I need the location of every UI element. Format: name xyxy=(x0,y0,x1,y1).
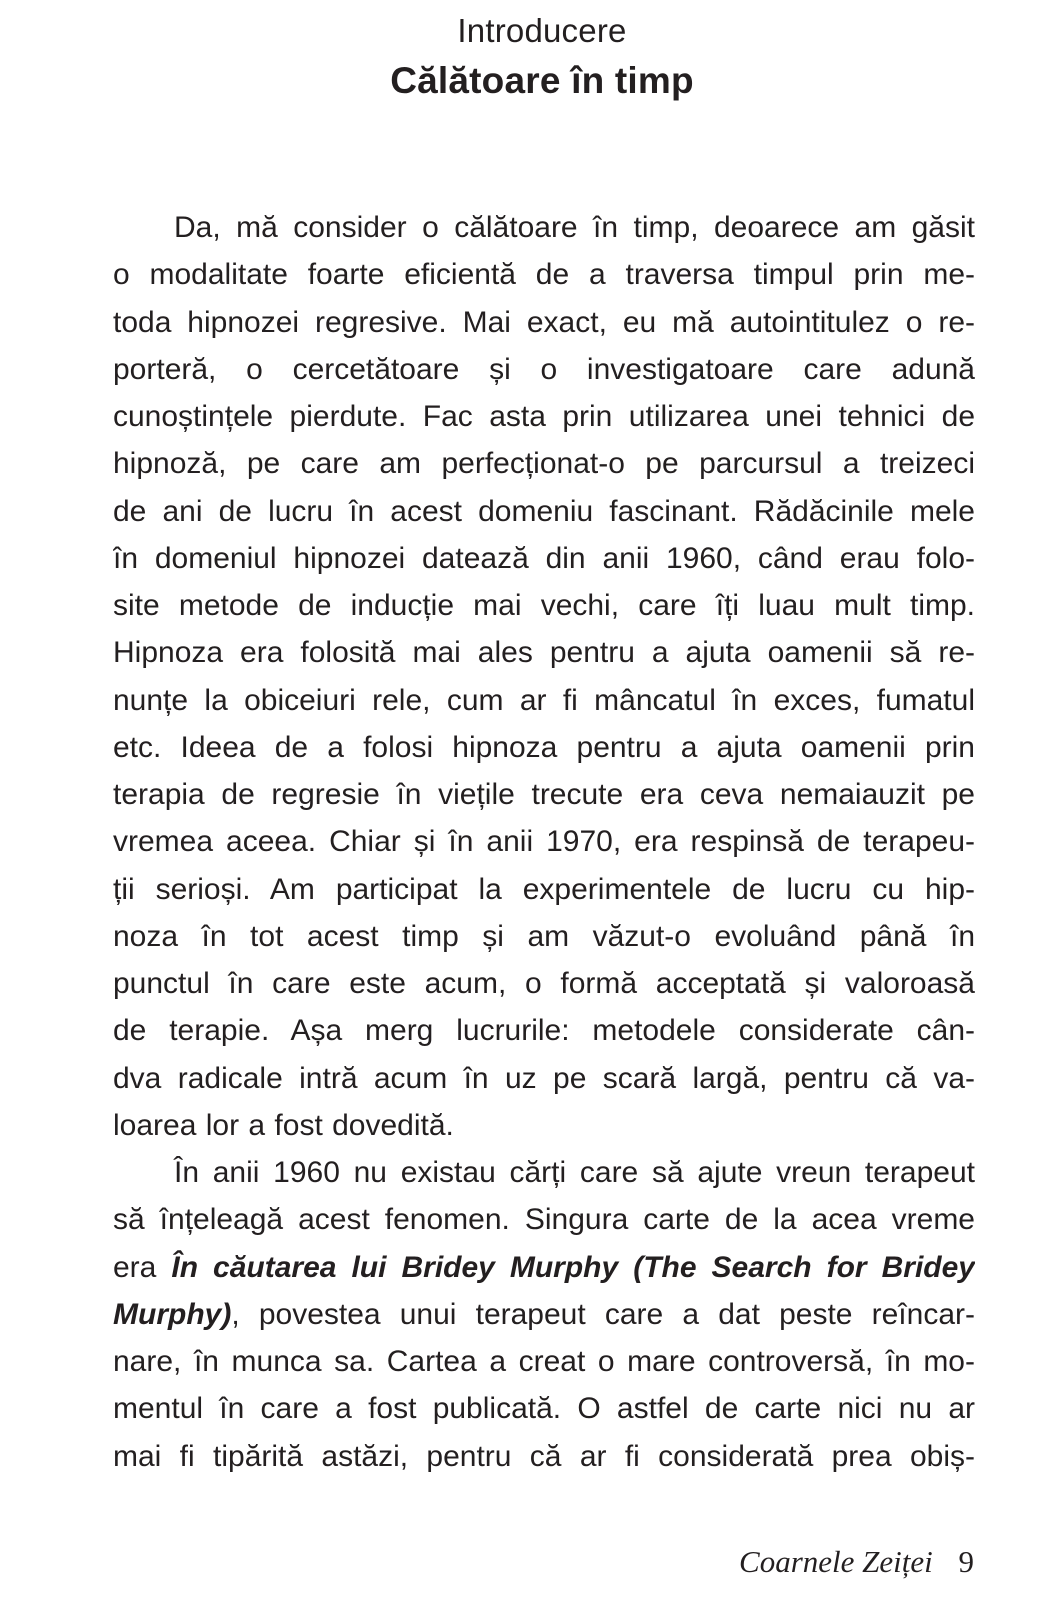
chapter-kicker: Introducere xyxy=(457,12,627,49)
text-line: vremea aceea. Chiar și în anii 1970, era respinsă de terapeu- xyxy=(113,825,975,859)
text-line: porteră, o cercetătoare și o investigatoare care adună xyxy=(113,352,975,386)
text-line: ții serioși. Am participat la experimentele de lucru cu hip- xyxy=(113,872,975,906)
text-fragment: , povestea unui terapeut care a dat peste reîncar- xyxy=(231,1297,975,1331)
text-line: în domeniul hipnozei datează din anii 1960, când erau folo- xyxy=(113,541,975,575)
text-line: nunțe la obiceiuri rele, cum ar fi mâncatul în exces, fumatul xyxy=(113,683,975,717)
text-line: Hipnoza era folosită mai ales pentru a ajuta oamenii să re- xyxy=(113,636,975,670)
page-footer xyxy=(739,1540,974,1584)
text-line: hipnoză, pe care am perfecționat-o pe parcursul a treizeci xyxy=(113,447,975,481)
text-line xyxy=(113,1291,975,1338)
book-title: În căutarea lui Bridey Murphy (The Search for Bridey xyxy=(171,1250,975,1284)
text-line: să înțeleagă acest fenomen. Singura carte de la acea vreme xyxy=(113,1203,975,1237)
text-line: site metode de inducție mai vechi, care îți luau mult timp. xyxy=(113,589,975,622)
text-line: mentul în care a fost publicată. O astfel de carte nici nu ar xyxy=(113,1392,975,1426)
text-line: cunoștințele pierdute. Fac asta prin utilizarea unei tehnici de xyxy=(113,400,975,433)
text-line: de ani de lucru în acest domeniu fascinant. Rădăcinile mele xyxy=(113,494,975,528)
text-line xyxy=(113,1244,975,1291)
paragraph-2 xyxy=(113,1149,975,1480)
running-title: Coarnele Zeiței xyxy=(739,1544,933,1579)
text-line: toda hipnozei regresive. Mai exact, eu mă autointitulez o re- xyxy=(113,305,975,339)
body-text xyxy=(113,204,975,1480)
paragraph-1 xyxy=(113,204,975,1149)
text-line: de terapie. Așa merg lucrurile: metodele considerate cân- xyxy=(113,1014,975,1048)
chapter-title: Călătoare în timp xyxy=(390,60,694,101)
text-line: nare, în munca sa. Cartea a creat o mare controversă, în mo- xyxy=(113,1345,975,1378)
text-line: mai fi tipărită astăzi, pentru că ar fi considerată prea obiș- xyxy=(113,1439,975,1473)
text-line: noza în tot acest timp și am văzut-o evoluând până în xyxy=(113,919,975,953)
text-line: În anii 1960 nu existau cărți care să ajute vreun terapeut xyxy=(174,1156,975,1189)
page-number: 9 xyxy=(958,1544,974,1579)
text-line: etc. Ideea de a folosi hipnoza pentru a ajuta oamenii prin xyxy=(113,730,975,764)
text-fragment: era xyxy=(113,1250,172,1284)
text-line: loarea lor a fost dovedită. xyxy=(113,1108,454,1142)
text-line: Da, mă consider o călătoare în timp, deoarece am găsit xyxy=(174,211,975,244)
text-line: punctul în care este acum, o formă acceptată și valoroasă xyxy=(113,967,975,1000)
chapter-header xyxy=(0,8,1049,108)
text-line: dva radicale intră acum în uz pe scară largă, pentru că va- xyxy=(113,1061,975,1095)
text-line: terapia de regresie în viețile trecute era ceva nemaiauzit pe xyxy=(113,778,975,811)
book-title-end: Murphy) xyxy=(113,1297,232,1331)
text-line: o modalitate foarte eficientă de a traversa timpul prin me- xyxy=(113,258,975,292)
